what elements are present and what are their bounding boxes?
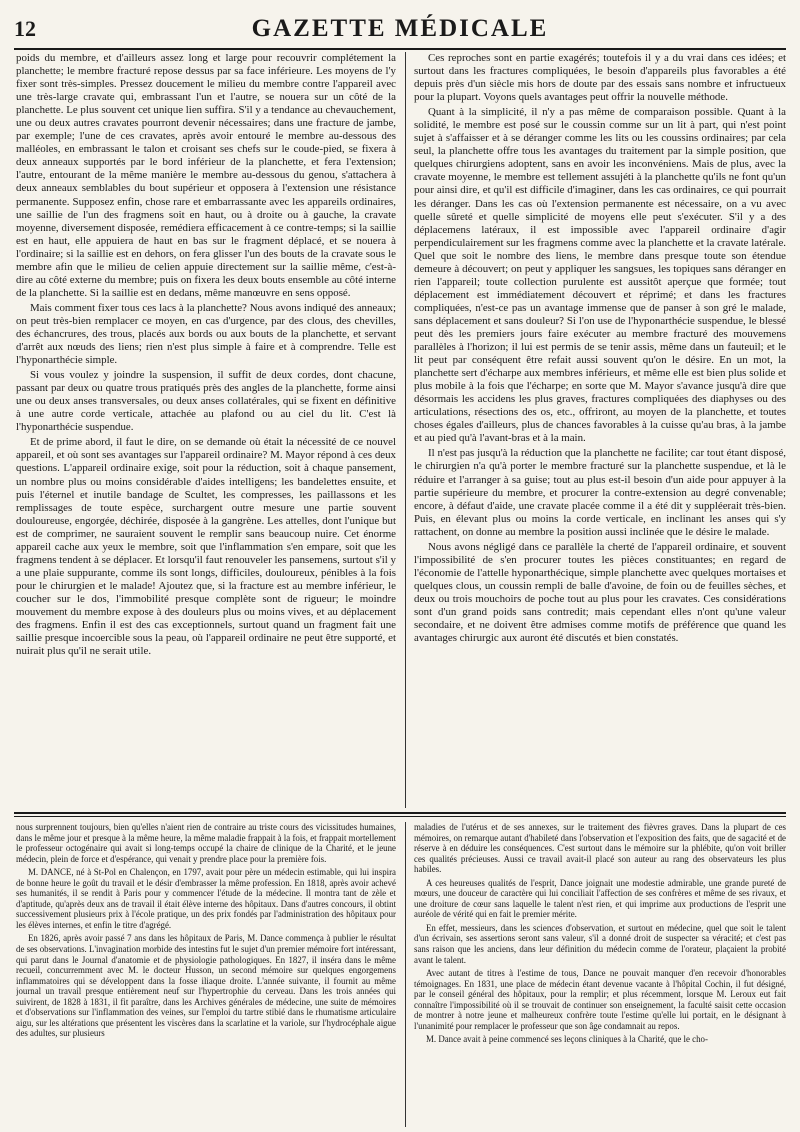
paragraph: Si vous voulez y joindre la suspension, il suffit de deux cordes, dont chacune, passant par deux ou quatre trous pratiqués près des angles de la planchette, forme ainsi une ou deux anses transversales, ou deux anses collatérales, qui se fixent en définitive à une autre corde verticale, attachée au plafond ou au ciel du lit. C'est là l'hyponarthécie suspendue.: [16, 369, 396, 434]
paragraph: M. DANCE, né à St-Pol en Chalençon, en 1797, avait pour père un médecin estimable, qui lui inspira de bonne heure le goût du travail et le désir d'embrasser la même profession. En 1818, après avoir achevé ses humanités, il se rendit à Paris pour y commencer l'étude de la médecine. Il montra tant de zèle et d'aptitude, qu'après deux ans de travail il était élève interne des hôpitaux. Dans d'autres concours, il obtint successivement plusieurs prix à l'école pratique, un des prix fondés par l'administration des hôpitaux pour les élèves internes, et enfin le titre d'agrégé.: [16, 867, 396, 930]
upper-left-column: [16, 52, 396, 810]
paragraph: nous surprennent toujours, bien qu'elles n'aient rien de contraire au triste cours des vicissitudes humaines, dans le même jour et presque à la même heure, la même maladie frappait à la fois, et frappait mortellement le professeur octogénaire qui avait si long-temps occupé la chaire de clinique de la Charité, et le jeune médecin, plein de force et d'espérance, qui venait y prendre place pour la première fois.: [16, 822, 396, 864]
paragraph: M. Dance avait à peine commencé ses leçons cliniques à la Charité, que le cho-: [426, 1034, 708, 1045]
paragraph: Quant à la simplicité, il n'y a pas même de comparaison possible. Quant à la solidité, le membre est posé sur le coussin comme sur un lit à part, qui n'est point sujet à s'affaisser et à se déranger comme les lits ou les coussins ordinaires; par cela seul, la planchette offre tous les avantages du traitement par la simple position, que quelques chirurgiens adoptent, sans en avoir les inconvéniens. Mais de plus, avec la cravate moyenne, le membre est tellement assujéti à la planchette qu'ils ne font qu'un pour ainsi dire, et qu'il est difficile d'imaginer, dans les cas ordinaires, ce qui pourrait les déranger. Dans les cas où l'extension permanente est nécessaire, on a vu avec quelle sûreté et quelle simplicité de moyens elle peut s'exécuter. S'il y a des déplacemens latéraux, il est impossible avec l'appareil ordinaire d'agir perpendiculairement sur les fragmens comme avec la planchette et la cravate latérale. Quel que soit le nombre des liens, le membre dans presque toute son étendue demeure à découvert; on peut y appliquer les sangsues, les topiques sans déranger en rien l'appareil; toute collection purulente est aussitôt aperçue que formée; tout déplacement est immédiatement découvert et réprimé; et dans les fractures compliquées, n'est-ce pas un avantage immense que de panser à son gré le malade, sans déplacement et sans douleur? Si l'on use de l'hyponarthécie suspendue, le blessé peut dès les premiers jours faire exécuter au membre fracturé des mouvemens parallèles à l'horizon; il lui est permis de se tenir assis, même dans un fauteuil; et le lit peut par conséquent être refait aussi souvent qu'on le désire. En un mot, la planchette sert d'écharpe aux membres inférieurs, et même elle est bien plus solide et plus mobile à la fois que l'écharpe; en sorte que M. Mayor s'avance jusqu'à dire que désormais les accidens les plus graves, fractures compliquées des diaphyses ou des articulations, résections des os, etc., offriront, au moyen de la planchette, et toutes choses égales d'ailleurs, plus de chances favorables à la cuisse qu'au bras, à la jambe et au pied qu'à l'avant-bras et à la main.: [414, 106, 786, 445]
paragraph: En 1826, après avoir passé 7 ans dans les hôpitaux de Paris, M. Dance commença à publier le résultat de ses observations. L'invagination morbide des intestins fut le sujet d'un premier mémoire fort intéressant, qui parut dans le Journal d'anatomie et de physiologie pathologiques. En 1827, il inséra dans le même recueil, concurremment avec M. le docteur Husson, un second mémoire sur quelques engorgemens inflammatoires qui se développent dans la fosse iliaque droite. L'année suivante, il fournit au même journal un travail presque entièrement neuf sur l'hypertrophie du cerveau. Dans les trois années qui suivirent, de 1828 à 1831, il fit paraître, dans les Archives générales de médecine, une suite de mémoires et d'observations sur l'inflammation des veines, sur l'emploi du tartre stibié dans le rhumatisme articulaire aigu, sur les altérations que présentent les viscères dans la scarlatine et la variole, sur l'hydrocéphale aigue des adultes, sur plusieurs: [16, 933, 396, 1039]
paragraph: Mais comment fixer tous ces lacs à la planchette? Nous avons indiqué des anneaux; on peut très-bien remplacer ce moyen, en cas d'urgence, par des clous, des chevilles, des échancrures, des trous, placés aux bords ou aux bouts de la planchette, et servant d'arrêt aux nœuds des liens; rien n'est plus simple à faire et à comprendre. Telle est l'hyponarthécie simple.: [16, 301, 396, 367]
paragraph: Ces reproches sont en partie exagérés; toutefois il y a du vrai dans ces idées; et surtout dans les fractures compliquées, le besoin d'appareils plus favorables a été depuis près d'un siècle mis hors de doute par des essais sans nombre et infructueux pour la plupart. Voyons quels avantages peut offrir la nouvelle méthode.: [414, 52, 786, 104]
paragraph: Et de prime abord, il faut le dire, on se demande où était la nécessité de ce nouvel appareil, et où sont ses avantages sur l'appareil ordinaire? M. Mayor répond à ces deux questions. L'appareil ordinaire exige, soit pour la réduction, soit à chaque pansement, un nombre plus ou moins considérable d'aides intelligens; les bandelettes ensuite, et puis l'éternel et inutile bandage de Scultet, les compresses, les paillassons et les remplissages de toute espèce, surchargent outre mesure une partie souvent douloureuse, engorgée, déchirée, disposée à la gangrène. Les attelles, dont l'unique but est de comprimer, ne sauraient souvent le remplir sans beaucoup nuire. Cet énorme appareil cache aux yeux le membre, soit que l'inflammation s'en empare, soit que les fragmens tendent à se déplacer. Et lorsqu'il faut renouveler les pansemens, surtout s'il y a une plaie suppurante, comme ils sont longs, difficiles, douloureux, pénibles à la fois pour le chirurgien et le malade! Ajoutez que, si la fracture est au membre inférieur, le coucher sur le dos, l'immobilité presque complète sont de rigueur; le moindre mouvement du membre expose à des douleurs plus ou moins vives, et au déplacement des fragmens. Enfin il est des cas exceptionnels, surtout quand un fragment fait une saillie presque incoercible sous la peau, où l'appareil ordinaire ne peut être supporté, et nuirait plus qu'il ne serait utile.: [16, 436, 396, 658]
lower-left-column: [16, 822, 396, 1128]
paragraph: Il n'est pas jusqu'à la réduction que la planchette ne facilite; car tout étant disposé, le chirurgien n'a qu'à porter le membre fracturé sur la planchette suspendue, et là le réduire et l'arranger à sa guise; tout au plus est-il besoin d'un aide pour appuyer à la partie supérieure du membre, et procurer la contre-extension au degré convenable; encore, à défaut d'aide, une cravate placée comme il a été dit y suppléerait très-bien. Puis, en élevant plus ou moins la corde verticale, en inclinant les anses qui s'y rattachent, on donne au membre la position aussi inclinée que le désire le malade.: [414, 447, 786, 538]
upper-right-column: [414, 52, 786, 810]
column-divider: [405, 52, 406, 808]
lower-right-column: [414, 822, 786, 1128]
paragraph: A ces heureuses qualités de l'esprit, Dance joignait une modestie admirable, une grande pureté de mœurs, une douceur de caractère qui lui conciliait l'affection de ses confrères et même de ses rivaux, et une droiture de cœur sans laquelle le talent n'est rien, et qui imprime aux productions de l'esprit une auréole de vérité qui en fait le premier mérite.: [414, 877, 786, 920]
paragraph: Nous avons négligé dans ce parallèle la cherté de l'appareil ordinaire, et souvent l'impossibilité de s'en procurer toutes les pièces constituantes; en regard de l'économie de l'attelle hyponarthécique, simple planchette avec quelques mortaises et quelques clous, un coussin rempli de balle d'avoine, de foin ou de feuilles sèches, et deux ou trois mouchoirs de poche tout au plus pour les cravates. Ces considérations sont d'un grand poids sans contredit; mais cependant elles n'ont qu'une valeur secondaire, et ne doivent être admises comme motifs de préférence que quand les avantages chirurgic aux auront été discutés et bien constatés.: [414, 540, 786, 645]
masthead: [14, 10, 786, 50]
paragraph: Avec autant de titres à l'estime de tous, Dance ne pouvait manquer d'en recevoir d'honorables témoignages. En 1831, une place de médecin étant devenue vacante à l'hôpital Cochin, il fut désigné, par le conseil général des hôpitaux, pour la remplir; et plus récemment, lorsque M. Leroux eut fait connaître l'impossibilité où il se trouvait de continuer son enseignement, la faculté saisit cette occasion de montrer à notre jeune et malheureux confrère toute l'estime qu'elle lui portait, en le désignant à l'unanimité pour remplacer le professeur que son âge condamnait au repos.: [414, 968, 786, 1031]
paragraph: maladies de l'utérus et de ses annexes, sur le traitement des fièvres graves. Dans la plupart de ces mémoires, on remarque autant d'habileté dans l'observation et l'exposition des faits, que de sagacité et de réserve à en déduire les conséquences. C'est surtout dans le mémoire sur la phlébite, qu'on voit briller ces qualités précieuses. Aussi ce travail avait-il placé son auteur au rang des observateurs les plus habiles.: [414, 822, 786, 875]
column-divider: [405, 822, 406, 1127]
section-divider: [14, 812, 786, 814]
newspaper-title: GAZETTE MÉDICALE: [251, 15, 549, 42]
paragraph: poids du membre, et d'ailleurs assez long et large pour recouvrir complétement la planchette; le membre fracturé repose dessus par sa face inférieure. Les moyens de l'y fixer sont très-simples. Pressez doucement le milieu du membre contre l'appareil avec une très-large cravate qui, embrassant l'un et l'autre, se nouera sur un côté de la planchette. Le plus souvent cet unique lien suffira. S'il y a tendance au chevauchement, une ou deux autres cravates pourront devenir nécessaires; dans une fracture de jambe, par exemple; l'une de ces cravates, après avoir entouré le membre au-dessous des malléoles, en embrassant le talon et croisant ses chefs sur le coude-pied, se fixera à deux anneaux supportés par le bord inférieur de la planchette, et fera l'extension; l'autre, entourant de la même manière le membre au-dessous du genou, s'attachera à deux anneaux semblables du bout supérieur et opposera à l'extension une résistance permanente. Supposez enfin, chose rare et embarrassante avec les appareils ordinaires, une saillie de l'un des fragmens soit en haut, ou à droite ou à gauche, la cravate moyenne, diversement disposée, remédiera efficacement à ce contre-temps; si la saillie est en haut, elle appuiera de haut en bas sur le fragment déplacé, et se nouera à l'ordinaire; si la saillie est en dehors, on fera glisser l'un des bouts de la cravate sous le membre afin que le milieu de celien appuie directement sur la saillie même, c'est-à-dire au côté externe du membre; puis on fixera les deux bouts ensemble au côté interne de la planchette. Si la saillie est en dedans, même manœuvre en sens opposé.: [16, 52, 396, 299]
section-divider-thin: [14, 816, 786, 817]
page-number: 12: [14, 16, 36, 41]
paragraph: En effet, messieurs, dans les sciences d'observation, et surtout en médecine, quel que soit le talent d'un écrivain, ses assertions seront sans valeur, s'il a donné droit de suspecter sa véracité; et c'est pas sans raison que les anciens, dans leur définition du médecin comme de l'orateur, plaçaient la probité avant le talent.: [414, 922, 786, 965]
